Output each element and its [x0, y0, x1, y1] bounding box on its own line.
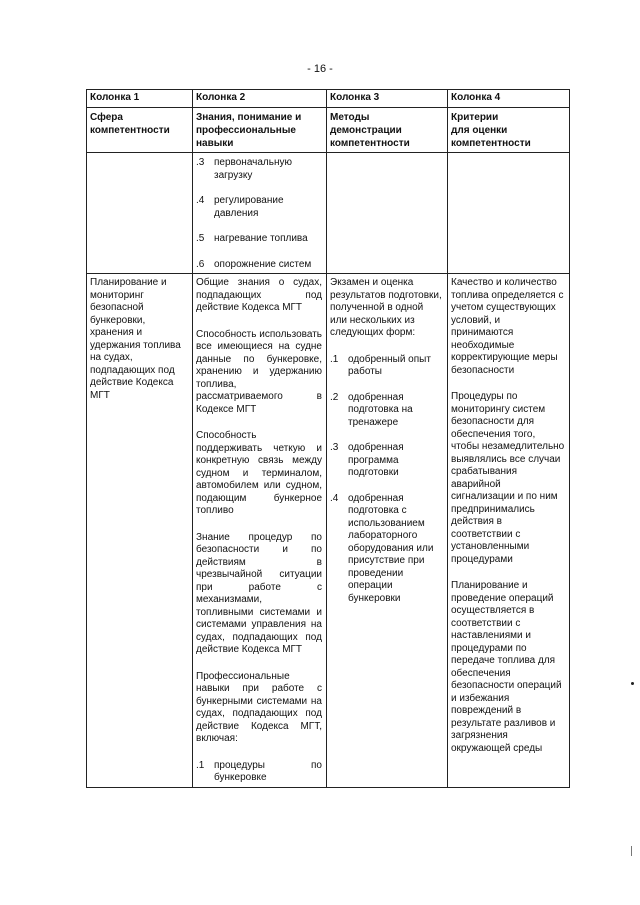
- row2-col2: [193, 274, 327, 788]
- knowledge-paragraph: Профессиональные навыки при работе с бункерными системами на судах, подпадающих под действие Кодекса МГТ, включая:: [196, 670, 322, 744]
- column-3-header: Колонка 3: [327, 90, 448, 108]
- list-item: .6 опорожнение систем: [196, 258, 312, 270]
- subheader-knowledge: Знания, понимание и профессиональные навыки: [193, 108, 327, 153]
- margin-mark: [631, 846, 632, 856]
- competence-table: [86, 89, 570, 788]
- knowledge-paragraph: Общие знания о судах, подпадающих под действие Кодекса МГТ: [196, 277, 322, 313]
- list-item: .5 нагревание топлива: [196, 233, 308, 244]
- knowledge-paragraph: Способность поддерживать четкую и конкретную связь между судном и терминалом, автомобилем или судном, подающим бункерное топливо: [196, 430, 322, 516]
- list-item: .1 процедуры по бункеровке: [196, 759, 322, 783]
- subheader-methods: Методы демонстрации компетентности: [327, 108, 448, 153]
- list-item: .4 одобренная подготовка с использованием лабораторного оборудования или присутствие при проведении операции бункеровки: [330, 492, 434, 604]
- table-row: [87, 274, 570, 788]
- knowledge-paragraph: Способность использовать все имеющиеся на судне данные по бункеровке, хранению и удержанию топлива, рассматриваемого в Кодексе МГТ: [196, 328, 323, 415]
- list-item: .2 одобренная подготовка на тренажере: [330, 391, 413, 428]
- column-1-header: Колонка 1: [87, 90, 193, 108]
- column-header-row: [87, 90, 570, 108]
- list-item: .3 первоначальную загрузку: [196, 157, 293, 181]
- row1-col1: [87, 153, 193, 274]
- row1-col3: [327, 153, 448, 274]
- list-item: .4 регулирование давления: [196, 195, 284, 219]
- page-number: - 16 -: [307, 63, 333, 75]
- methods-intro: Экзамен и оценка результатов подготовки, полученной в одной или нескольких из следующих форм:: [330, 277, 442, 338]
- subheader-competence: Сфера компетентности: [87, 108, 193, 153]
- row1-col2: [193, 153, 327, 274]
- competence-text: Планирование и мониторинг безопасной бункеровки, хранения и удержания топлива на судах, подпадающих под действие Кодекса МГТ: [90, 277, 181, 401]
- row2-col1: [87, 274, 193, 788]
- criteria-paragraph: Планирование и проведение операций осуществляется в соответствии с наставлениями и процедурами по передаче топлива для обеспечения безопасности операций и избежания повреждений в результате разливов и загрязнения окружающей среды: [451, 580, 562, 754]
- row1-col4: [448, 153, 570, 274]
- criteria-paragraph: Качество и количество топлива определяется с учетом существующих условий, и принимаются необходимые корректирующие меры безопасности: [451, 277, 564, 376]
- subheader-criteria: Критерии для оценки компетентности: [448, 108, 570, 153]
- row2-col4: [448, 274, 570, 788]
- subheader-row: [87, 108, 570, 153]
- column-2-header: Колонка 2: [193, 90, 327, 108]
- knowledge-paragraph: Знание процедур по безопасности и по действиям в чрезвычайной ситуации при работе с механизмами, топливными системами и системами управления на судах, подпадающих под действие Кодекса МГТ: [196, 531, 322, 655]
- column-4-header: Колонка 4: [448, 90, 570, 108]
- list-item: .3 одобренная программа подготовки: [330, 442, 404, 478]
- margin-dot: [631, 682, 634, 685]
- row2-col3: [327, 274, 448, 788]
- criteria-paragraph: Процедуры по мониторингу систем безопасности для обеспечения того, чтобы незамедлительно выявлялись все случаи срабатывания аварийной сигнализации и по ним предпринимались действия в соответствии с установленными процедурами: [451, 391, 565, 565]
- table-row: [87, 153, 570, 274]
- list-item: .1 одобренный опыт работы: [330, 353, 431, 377]
